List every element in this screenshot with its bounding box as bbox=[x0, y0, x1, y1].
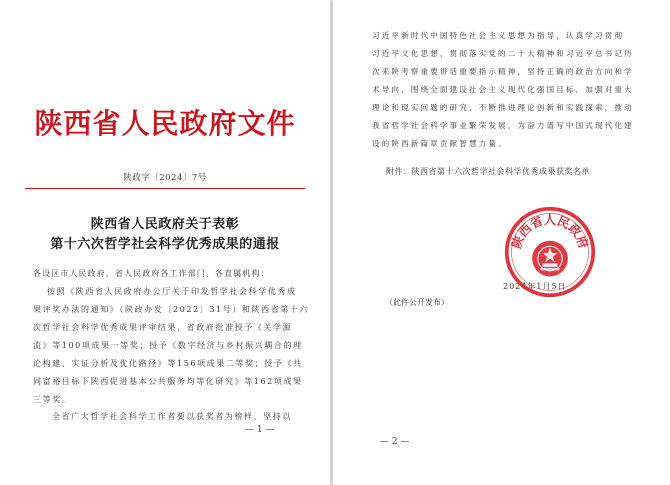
body-line: 各设区市人民政府，省人民政府各工作部门、各直属机构： bbox=[33, 269, 270, 278]
notice-title-line-2: 第十六次哲学社会科学优秀成果的通报 bbox=[50, 237, 280, 252]
body-line: 次哲学社会科学优秀成果评审结果，省政府批准授予《关学源 bbox=[33, 323, 293, 332]
notice-title-line-1: 陕西省人民政府关于表彰 bbox=[90, 217, 240, 232]
body-line: 论构建、实证分析及优化路径》等156项成果二等奖；授予《共 bbox=[33, 359, 303, 368]
red-header-title: 陕西省人民政府文件 bbox=[34, 107, 296, 140]
body-line: 设的陕西新篇章贡献智慧力量。 bbox=[372, 139, 508, 148]
body-line: 习近平新时代中国特色社会主义思想为指导，认真学习贯彻 bbox=[372, 31, 625, 40]
page-number: — 2 — bbox=[380, 437, 410, 447]
attachment-line: 附件：陕西省第十六次哲学社会科学优秀成果获奖名单 bbox=[386, 167, 590, 176]
body-line: 次来陕考察重要讲话重要指示精神，坚持正确的政治方向和学 bbox=[372, 67, 634, 76]
red-separator-line bbox=[25, 188, 305, 189]
official-seal-icon bbox=[503, 205, 597, 299]
body-line: 术导向，围绕全面建设社会主义现代化强国目标，加强对重大 bbox=[372, 85, 634, 94]
page-number: — 1 — bbox=[245, 425, 275, 435]
issue-date: 2024年1月5日 bbox=[503, 282, 567, 291]
body-line: 流》等100项成果一等奖；授予《数字经济与乡村振兴耦合的理 bbox=[33, 341, 303, 350]
svg-text:陕西省人民政府: 陕西省人民政府 bbox=[509, 212, 591, 251]
document-page-2 bbox=[333, 0, 670, 485]
body-line: 全省广大哲学社会科学工作者要以获奖者为榜样，坚持以 bbox=[52, 412, 292, 421]
body-line: 按照《陕西省人民政府办公厅关于印发哲学社会科学优秀成 bbox=[47, 287, 297, 296]
body-line: 习近平文化思想，贯彻落实党的二十大精神和习近平总书记历 bbox=[372, 49, 634, 58]
publish-note: （此件公开发布） bbox=[385, 298, 449, 307]
body-line: 理论和现实问题的研究，不断推进理论创新和实践探索，推动 bbox=[372, 103, 634, 112]
document-number: 陕政字〔2024〕7号 bbox=[123, 173, 207, 183]
body-line: 同富裕目标下陕西促进基本公共服务均等化研究》等162项成果 bbox=[33, 377, 303, 386]
body-line: 我省哲学社会科学事业繁荣发展，为奋力谱写中国式现代化建 bbox=[372, 121, 634, 130]
body-line: 三等奖。 bbox=[33, 395, 72, 404]
body-line: 果评奖办法的通知》（陕政办发〔2022〕31号）和陕西省第十六 bbox=[33, 305, 310, 314]
document-page-1 bbox=[0, 0, 330, 485]
